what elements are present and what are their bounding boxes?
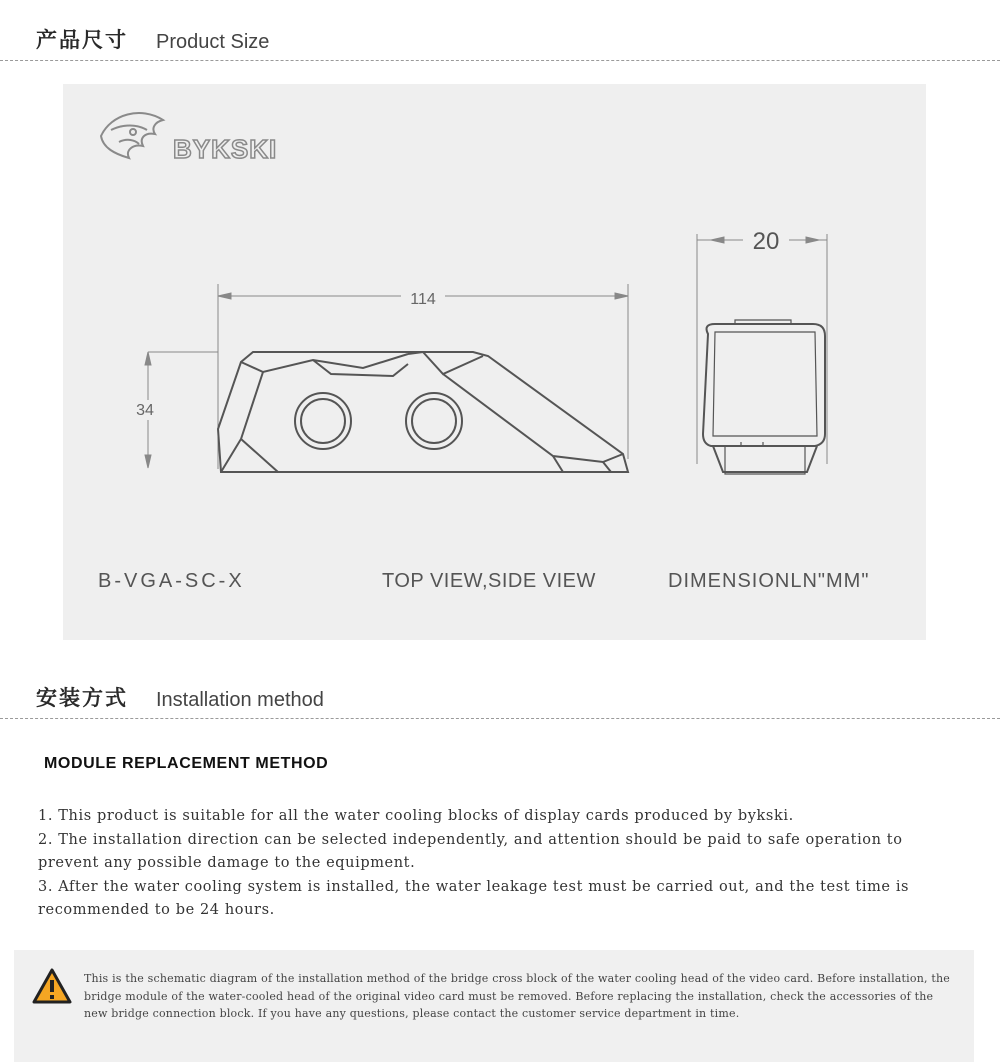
width-label: 114 bbox=[410, 291, 436, 308]
depth-dimension bbox=[697, 234, 827, 464]
logo-text: BYKSKI bbox=[173, 134, 278, 164]
step-3: 3. After the water cooling system is installed, the water leakage test must be carried out, and the test time is recommended to be 24 hours. bbox=[38, 878, 910, 918]
view-caption: TOP VIEW,SIDE VIEW bbox=[382, 570, 596, 592]
dimension-caption: DIMENSIONLN"MM" bbox=[668, 570, 870, 592]
step-2: 2. The installation direction can be selected independently, and attention should be paid to safe operation to prevent any possible damage to the equipment. bbox=[38, 831, 903, 871]
product-size-title-cn: 产品尺寸 bbox=[36, 28, 128, 52]
bridge-end-view bbox=[703, 320, 825, 474]
model-caption: B-VGA-SC-X bbox=[98, 570, 245, 592]
installation-steps bbox=[38, 805, 938, 923]
installation-title-en: Installation method bbox=[156, 689, 324, 711]
height-label: 34 bbox=[136, 402, 154, 419]
warning-text: This is the schematic diagram of the installation method of the bridge cross block of the water cooling head of the video card. Before installation, the bridge module of the water-cooled head of the original video card must be removed. Before replacing the installation, check the accessories of the new bridge connection block. If you have any questions, please contact the customer service department in time. bbox=[84, 972, 951, 1020]
bridge-side-view bbox=[218, 352, 628, 472]
method-title: MODULE REPLACEMENT METHOD bbox=[44, 755, 329, 772]
width-dimension bbox=[218, 284, 628, 469]
product-size-header bbox=[0, 0, 1000, 61]
bykski-logo bbox=[101, 113, 277, 164]
product-dimension-diagram bbox=[63, 84, 926, 640]
step-1: 1. This product is suitable for all the water cooling blocks of display cards produced by bykski. bbox=[38, 808, 794, 824]
warning-triangle-icon bbox=[32, 968, 72, 1004]
product-size-title-en: Product Size bbox=[156, 31, 270, 53]
installation-header bbox=[0, 658, 1000, 719]
depth-label: 20 bbox=[752, 228, 780, 255]
warning-box bbox=[14, 950, 974, 1062]
installation-title-cn: 安装方式 bbox=[36, 686, 128, 710]
dimension-drawing bbox=[63, 84, 926, 640]
